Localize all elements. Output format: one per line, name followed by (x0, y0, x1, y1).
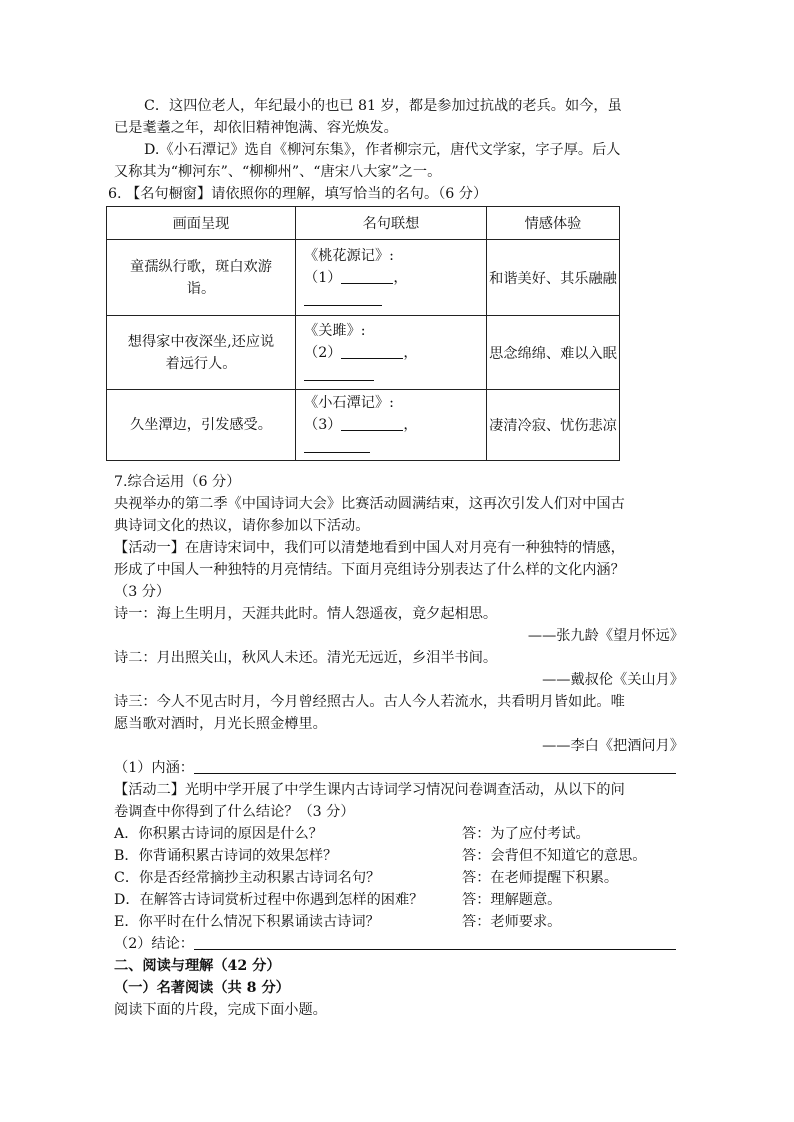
scene-cell: 久坐潭边，引发感受。 (107, 390, 296, 461)
quote-table (106, 206, 620, 461)
blank-number: （3） (304, 417, 342, 433)
survey-answer: 答：理解题意。 (462, 892, 562, 908)
poem-3-line2: 愿当歌对酒时，月光长照金樽里。 (114, 716, 327, 732)
survey-answer: 答：老师要求。 (462, 914, 562, 930)
answer-2-label: （2）结论： (114, 936, 194, 952)
survey-item (114, 845, 684, 867)
answer-1-label: （1）内涵： (114, 760, 194, 776)
survey-question: E．你平时在什么情况下积累诵读古诗词？ (114, 914, 380, 930)
option-c-line2: 已是耄耋之年，却依旧精神饱满、容光焕发。 (114, 120, 398, 136)
poem-3-source: ——李白《把酒问月》 (542, 738, 684, 754)
question-7-title: 7.综合运用（6 分） (114, 474, 241, 490)
answer-2-row (114, 933, 684, 955)
activity-1-line2: 形成了中国人一种独特的月亮情结。下面月亮组诗分别表达了什么样的文化内涵？ (114, 562, 625, 578)
section-2-instructions: 阅读下面的片段，完成下面小题。 (114, 1002, 327, 1018)
emotion-cell: 凄清冷寂、忧伤悲凉 (487, 390, 620, 461)
answer-blank[interactable] (304, 366, 374, 381)
answer-2-blank[interactable] (194, 935, 676, 950)
table-row (107, 316, 620, 390)
section-2-title: 二、阅读与理解（42 分） (114, 958, 281, 974)
blank-number: （1） (304, 269, 342, 286)
answer-blank[interactable] (341, 416, 403, 431)
quote-cell: 《桃花源记》: （1） ， (296, 240, 487, 316)
survey-question: B．你背诵积累古诗词的效果怎样？ (114, 848, 338, 864)
scene-line: 想得家中夜深坐,还应说 (127, 333, 275, 350)
survey-item (114, 823, 684, 845)
scene-line: 着远行人。 (165, 355, 237, 372)
table-row (107, 240, 620, 316)
survey-question: A．你积累古诗词的原因是什么？ (114, 826, 323, 842)
scene-cell (107, 240, 296, 316)
activity-1-line1: 【活动一】在唐诗宋词中，我们可以清楚地看到中国人对月亮有一种独特的情感， (114, 540, 625, 556)
emotion-cell: 思念绵绵、难以入眠 (487, 316, 620, 390)
survey-item (114, 889, 684, 911)
survey-item (114, 911, 684, 933)
option-d-line2: 又称其为“柳河东”、“柳柳州”、“唐宋八大家”之一。 (114, 164, 442, 180)
quote-source: 《小石潭记》: (304, 395, 394, 411)
header-quote: 名句联想 (296, 207, 487, 240)
quote-cell: 《小石潭记》: （3） ， (296, 390, 487, 461)
answer-blank[interactable] (304, 438, 370, 453)
poem-1: 诗一：海上生明月，天涯共此时。情人怨遥夜，竟夕起相思。 (114, 606, 498, 622)
answer-1-row (114, 757, 684, 779)
survey-question: C．你是否经常摘抄主动积累古诗词名句？ (114, 870, 381, 886)
answer-blank[interactable] (341, 269, 393, 284)
scene-cell (107, 316, 296, 390)
survey-answer: 答：在老师提醒下积累。 (462, 870, 619, 886)
scene-line: 童孺纵行歌，斑白欢游 (130, 258, 272, 275)
table-row (107, 390, 620, 461)
header-scene: 画面呈现 (107, 207, 296, 240)
survey-item (114, 867, 684, 889)
emotion-cell: 和谐美好、其乐融融 (487, 240, 620, 316)
option-c-line1: C．这四位老人，年纪最小的也已 81 岁，都是参加过抗战的老兵。如今，虽 (144, 98, 622, 114)
answer-blank[interactable] (304, 291, 382, 306)
table-header-row (107, 207, 620, 240)
quote-cell: 《关雎》: （2） ， (296, 316, 487, 390)
survey-answer: 答：为了应付考试。 (462, 826, 590, 842)
activity-1-line3: （3 分） (114, 584, 171, 600)
q7-intro-line2: 典诗词文化的热议，请你参加以下活动。 (114, 518, 370, 534)
exam-page (108, 95, 684, 1021)
option-d-line1: D.《小石潭记》选自《柳河东集》，作者柳宗元，唐代文学家，字子厚。后人 (144, 142, 621, 158)
quote-source: 《关雎》: (304, 322, 366, 339)
quote-source: 《桃花源记》: (304, 247, 394, 264)
survey-question: D．在解答古诗词赏析过程中你遇到怎样的困难？ (114, 892, 424, 908)
activity-2-line1: 【活动二】光明中学开展了中学生课内古诗词学习情况问卷调查活动，从以下的问 (114, 782, 625, 798)
poem-3-line1: 诗三：今人不见古时月，今月曾经照古人。古人今人若流水，共看明月皆如此。唯 (114, 694, 625, 710)
poem-1-source: ——张九龄《望月怀远》 (527, 628, 684, 644)
section-2-subtitle: （一）名著阅读（共 8 分） (114, 980, 290, 996)
activity-2-line2: 卷调查中你得到了什么结论？（3 分） (114, 804, 355, 820)
answer-blank[interactable] (341, 344, 403, 359)
blank-number: （2） (304, 344, 342, 361)
question-6-title: 6. 【名句橱窗】请依照你的理解，填写恰当的名句。（6 分） (108, 186, 488, 202)
header-emotion: 情感体验 (487, 207, 620, 240)
poem-2-source: ——戴叔伦《关山月》 (542, 672, 684, 688)
q7-intro-line1: 央视举办的第二季《中国诗词大会》比赛活动圆满结束，这再次引发人们对中国古 (114, 496, 625, 512)
answer-1-blank[interactable] (194, 759, 676, 774)
poem-2: 诗二：月出照关山，秋风人未还。清光无远近，乡泪半书间。 (114, 650, 498, 666)
survey-answer: 答：会背但不知道它的意思。 (462, 848, 647, 864)
scene-line: 诣。 (186, 280, 216, 297)
